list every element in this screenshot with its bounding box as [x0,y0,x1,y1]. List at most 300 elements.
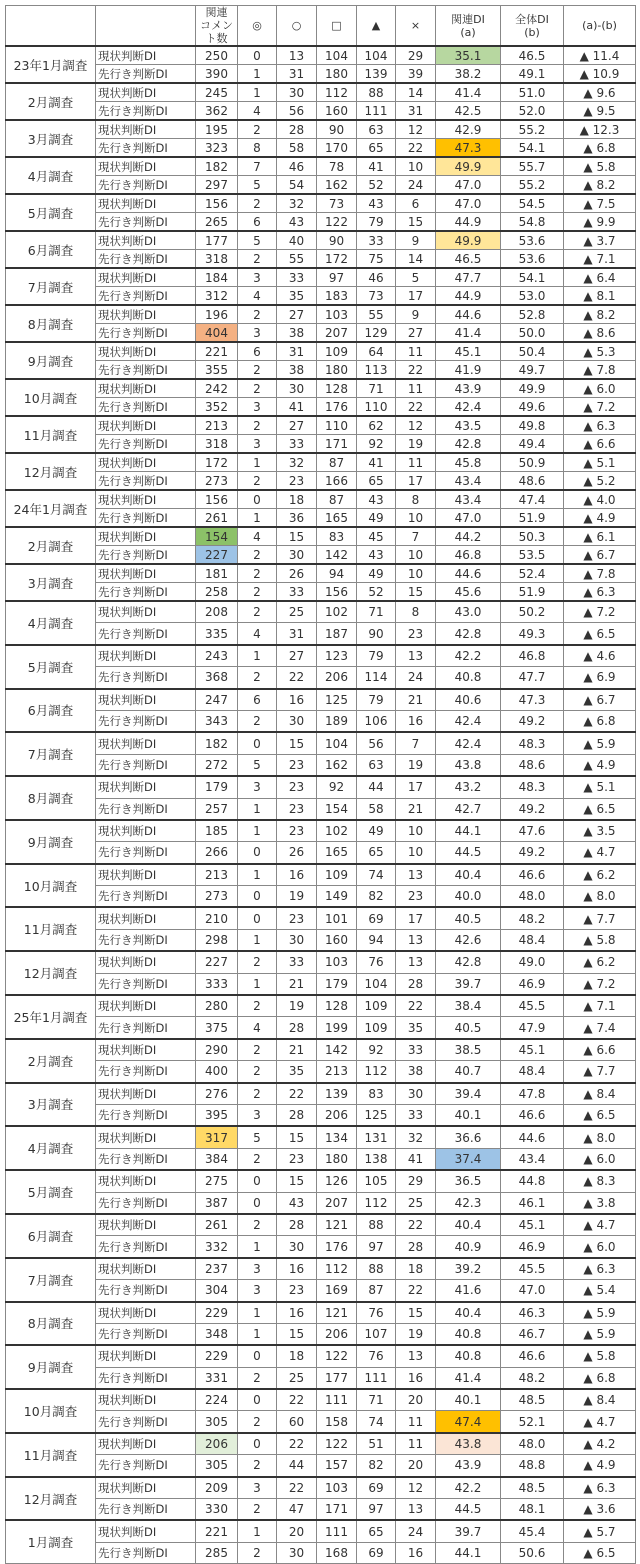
triangle-count-cell: 74 [357,1411,396,1433]
double-circle-count-cell: 5 [238,1126,277,1148]
double-circle-count-cell: 4 [238,287,277,306]
double-circle-count-cell: 1 [238,1302,277,1324]
cross-count-cell: 33 [396,1104,436,1126]
overall-di-cell: 54.5 [501,194,564,213]
comment-count-cell: 318 [196,435,238,454]
cross-count-cell: 23 [396,886,436,908]
overall-di-cell: 46.8 [501,645,564,667]
related-di-cell: 44.5 [436,1499,501,1521]
related-di-cell: 49.9 [436,231,501,250]
cross-count-cell: 11 [396,342,436,361]
overall-di-cell: 53.0 [501,287,564,306]
overall-di-cell: 48.6 [501,472,564,491]
double-circle-count-cell: 0 [238,842,277,864]
triangle-count-cell: 107 [357,1323,396,1345]
table-row [6,667,636,689]
related-di-cell: 47.0 [436,509,501,528]
cross-count-cell: 33 [396,1039,436,1061]
di-difference-cell: ▲ 4.7 [564,1214,636,1236]
cross-count-cell: 12 [396,416,436,435]
table-row [6,951,636,973]
double-circle-count-cell: 1 [238,65,277,84]
overall-di-cell: 48.6 [501,754,564,776]
cross-count-cell: 12 [396,1477,436,1499]
survey-month-label: 6月調査 [6,689,96,733]
survey-month-label: 10月調査 [6,1389,96,1433]
cross-count-cell: 15 [396,1302,436,1324]
comment-count-cell: 368 [196,667,238,689]
overall-di-cell: 54.8 [501,213,564,232]
comment-count-cell: 247 [196,689,238,711]
di-difference-cell: ▲ 6.8 [564,1367,636,1389]
di-difference-cell: ▲ 5.8 [564,157,636,176]
double-circle-count-cell: 2 [238,1083,277,1105]
double-circle-count-cell: 0 [238,1389,277,1411]
di-type-label: 先行き判断DI [96,1323,196,1345]
square-count-cell: 109 [317,864,357,886]
related-di-cell: 40.5 [436,907,501,929]
comment-count-cell: 208 [196,601,238,623]
cross-count-cell: 6 [396,194,436,213]
overall-di-cell: 52.0 [501,102,564,121]
circle-count-cell: 30 [277,710,317,732]
cross-count-cell: 24 [396,1520,436,1542]
survey-month-label: 8月調査 [6,305,96,342]
overall-di-cell: 50.2 [501,601,564,623]
comment-count-cell: 266 [196,842,238,864]
square-count-cell: 172 [317,250,357,269]
circle-count-cell: 28 [277,1214,317,1236]
overall-di-cell: 55.2 [501,120,564,139]
di-difference-cell: ▲ 12.3 [564,120,636,139]
square-count-cell: 171 [317,1499,357,1521]
overall-di-cell: 47.3 [501,689,564,711]
overall-di-cell: 50.6 [501,1542,564,1563]
table-row [6,1477,636,1499]
header-comment-count: 関連 コメント数 [196,6,238,47]
di-type-label: 現状判断DI [96,1389,196,1411]
comment-count-cell: 387 [196,1192,238,1214]
overall-di-cell: 49.2 [501,842,564,864]
related-di-cell: 40.8 [436,1345,501,1367]
double-circle-count-cell: 4 [238,1017,277,1039]
cross-count-cell: 22 [396,1280,436,1302]
di-difference-cell: ▲ 6.8 [564,710,636,732]
table-row [6,864,636,886]
circle-count-cell: 40 [277,231,317,250]
double-circle-count-cell: 0 [238,490,277,509]
table-row [6,1039,636,1061]
di-type-label: 先行き判断DI [96,886,196,908]
circle-count-cell: 21 [277,1039,317,1061]
circle-count-cell: 19 [277,995,317,1017]
cross-count-cell: 21 [396,689,436,711]
double-circle-count-cell: 2 [238,995,277,1017]
cross-count-cell: 32 [396,1126,436,1148]
square-count-cell: 213 [317,1061,357,1083]
table-row [6,324,636,343]
table-row [6,1104,636,1126]
double-circle-count-cell: 2 [238,1367,277,1389]
di-type-label: 先行き判断DI [96,361,196,380]
table-row [6,176,636,195]
circle-count-cell: 23 [277,472,317,491]
circle-count-cell: 22 [277,1389,317,1411]
comment-count-cell: 261 [196,509,238,528]
overall-di-cell: 47.0 [501,1280,564,1302]
triangle-count-cell: 94 [357,929,396,951]
cross-count-cell: 29 [396,46,436,65]
overall-di-cell: 43.4 [501,1148,564,1170]
di-type-label: 先行き判断DI [96,583,196,602]
di-type-label: 先行き判断DI [96,1061,196,1083]
circle-count-cell: 43 [277,213,317,232]
comment-count-cell: 304 [196,1280,238,1302]
di-difference-cell: ▲ 7.4 [564,1017,636,1039]
circle-count-cell: 23 [277,1148,317,1170]
di-difference-cell: ▲ 7.2 [564,973,636,995]
circle-count-cell: 33 [277,951,317,973]
di-difference-cell: ▲ 4.9 [564,509,636,528]
di-type-label: 先行き判断DI [96,623,196,645]
triangle-count-cell: 113 [357,361,396,380]
cross-count-cell: 10 [396,546,436,565]
circle-count-cell: 33 [277,583,317,602]
overall-di-cell: 47.7 [501,667,564,689]
di-difference-cell: ▲ 5.2 [564,472,636,491]
triangle-count-cell: 75 [357,250,396,269]
comment-count-cell: 280 [196,995,238,1017]
di-difference-cell: ▲ 3.8 [564,1192,636,1214]
related-di-cell: 43.8 [436,754,501,776]
di-type-label: 先行き判断DI [96,1455,196,1477]
double-circle-count-cell: 1 [238,83,277,102]
comment-count-cell: 229 [196,1345,238,1367]
di-difference-cell: ▲ 6.5 [564,798,636,820]
related-di-cell: 41.4 [436,1367,501,1389]
di-difference-cell: ▲ 7.7 [564,907,636,929]
double-circle-count-cell: 0 [238,1170,277,1192]
triangle-count-cell: 104 [357,46,396,65]
triangle-count-cell: 65 [357,472,396,491]
related-di-cell: 42.8 [436,623,501,645]
survey-month-label: 3月調査 [6,564,96,601]
square-count-cell: 87 [317,490,357,509]
square-count-cell: 168 [317,1542,357,1563]
circle-count-cell: 23 [277,907,317,929]
circle-count-cell: 15 [277,1126,317,1148]
related-di-cell: 40.9 [436,1236,501,1258]
di-type-label: 先行き判断DI [96,435,196,454]
header-square: □ [317,6,357,47]
circle-count-cell: 38 [277,324,317,343]
overall-di-cell: 48.5 [501,1389,564,1411]
di-difference-cell: ▲ 4.7 [564,842,636,864]
di-difference-cell: ▲ 7.2 [564,601,636,623]
double-circle-count-cell: 3 [238,1477,277,1499]
related-di-cell: 40.8 [436,667,501,689]
related-di-cell: 44.1 [436,1542,501,1563]
circle-count-cell: 31 [277,65,317,84]
double-circle-count-cell: 0 [238,732,277,754]
square-count-cell: 112 [317,1258,357,1280]
di-type-label: 現状判断DI [96,527,196,546]
header-overall-di: 全体DI (b) [501,6,564,47]
circle-count-cell: 26 [277,564,317,583]
cross-count-cell: 20 [396,1389,436,1411]
overall-di-cell: 49.6 [501,398,564,417]
survey-month-label: 4月調査 [6,601,96,645]
circle-count-cell: 15 [277,1323,317,1345]
cross-count-cell: 35 [396,1017,436,1039]
triangle-count-cell: 104 [357,973,396,995]
cross-count-cell: 11 [396,1411,436,1433]
triangle-count-cell: 73 [357,287,396,306]
cross-count-cell: 22 [396,1214,436,1236]
square-count-cell: 83 [317,527,357,546]
comment-count-cell: 390 [196,65,238,84]
di-type-label: 先行き判断DI [96,1499,196,1521]
survey-month-label: 8月調査 [6,1302,96,1346]
related-di-cell: 40.7 [436,1061,501,1083]
triangle-count-cell: 88 [357,1214,396,1236]
overall-di-cell: 48.0 [501,886,564,908]
di-difference-cell: ▲ 4.6 [564,645,636,667]
di-type-label: 現状判断DI [96,564,196,583]
di-difference-cell: ▲ 6.5 [564,1104,636,1126]
comment-count-cell: 182 [196,732,238,754]
comment-count-cell: 355 [196,361,238,380]
square-count-cell: 121 [317,1214,357,1236]
circle-count-cell: 54 [277,176,317,195]
table-row [6,754,636,776]
di-type-label: 先行き判断DI [96,65,196,84]
di-difference-cell: ▲ 5.9 [564,1323,636,1345]
related-di-cell: 41.4 [436,83,501,102]
table-row [6,1170,636,1192]
overall-di-cell: 49.2 [501,710,564,732]
overall-di-cell: 48.4 [501,1061,564,1083]
comment-count-cell: 250 [196,46,238,65]
survey-month-label: 5月調査 [6,645,96,689]
triangle-count-cell: 43 [357,490,396,509]
table-row [6,213,636,232]
triangle-count-cell: 51 [357,1433,396,1455]
di-difference-cell: ▲ 3.7 [564,231,636,250]
cross-count-cell: 19 [396,754,436,776]
di-type-label: 現状判断DI [96,490,196,509]
di-type-label: 現状判断DI [96,231,196,250]
survey-month-label: 25年1月調査 [6,995,96,1039]
square-count-cell: 102 [317,820,357,842]
related-di-cell: 42.3 [436,1192,501,1214]
table-row [6,157,636,176]
overall-di-cell: 49.7 [501,361,564,380]
circle-count-cell: 30 [277,379,317,398]
di-type-label: 現状判断DI [96,1083,196,1105]
double-circle-count-cell: 2 [238,710,277,732]
di-type-label: 先行き判断DI [96,176,196,195]
triangle-count-cell: 97 [357,1236,396,1258]
cross-count-cell: 17 [396,907,436,929]
overall-di-cell: 46.9 [501,1236,564,1258]
table-row [6,1367,636,1389]
square-count-cell: 165 [317,509,357,528]
di-type-label: 現状判断DI [96,453,196,472]
overall-di-cell: 50.3 [501,527,564,546]
di-difference-cell: ▲ 9.9 [564,213,636,232]
circle-count-cell: 46 [277,157,317,176]
table-row [6,342,636,361]
circle-count-cell: 16 [277,689,317,711]
overall-di-cell: 49.4 [501,435,564,454]
cross-count-cell: 22 [396,995,436,1017]
comment-count-cell: 265 [196,213,238,232]
comment-count-cell: 206 [196,1433,238,1455]
circle-count-cell: 36 [277,509,317,528]
cross-count-cell: 15 [396,213,436,232]
overall-di-cell: 46.3 [501,1302,564,1324]
related-di-cell: 38.4 [436,995,501,1017]
di-type-label: 現状判断DI [96,1302,196,1324]
di-type-label: 先行き判断DI [96,710,196,732]
overall-di-cell: 45.5 [501,995,564,1017]
circle-count-cell: 55 [277,250,317,269]
square-count-cell: 180 [317,1148,357,1170]
di-type-label: 先行き判断DI [96,667,196,689]
overall-di-cell: 48.4 [501,929,564,951]
comment-count-cell: 196 [196,305,238,324]
table-row [6,546,636,565]
di-type-label: 先行き判断DI [96,398,196,417]
circle-count-cell: 15 [277,527,317,546]
cross-count-cell: 24 [396,667,436,689]
comment-count-cell: 213 [196,416,238,435]
di-type-label: 現状判断DI [96,995,196,1017]
triangle-count-cell: 69 [357,907,396,929]
table-row [6,416,636,435]
table-row [6,645,636,667]
di-type-label: 現状判断DI [96,1170,196,1192]
comment-count-cell: 242 [196,379,238,398]
survey-month-label: 24年1月調査 [6,490,96,527]
square-count-cell: 123 [317,645,357,667]
triangle-count-cell: 49 [357,820,396,842]
square-count-cell: 94 [317,564,357,583]
double-circle-count-cell: 2 [238,120,277,139]
di-difference-cell: ▲ 6.3 [564,1477,636,1499]
overall-di-cell: 46.7 [501,1323,564,1345]
double-circle-count-cell: 3 [238,776,277,798]
di-difference-cell: ▲ 7.1 [564,995,636,1017]
square-count-cell: 165 [317,842,357,864]
survey-month-label: 4月調査 [6,1126,96,1170]
circle-count-cell: 16 [277,1302,317,1324]
cross-count-cell: 11 [396,379,436,398]
related-di-cell: 41.6 [436,1280,501,1302]
comment-count-cell: 331 [196,1367,238,1389]
square-count-cell: 122 [317,1433,357,1455]
di-difference-cell: ▲ 7.5 [564,194,636,213]
triangle-count-cell: 46 [357,268,396,287]
related-di-cell: 38.2 [436,65,501,84]
table-row [6,120,636,139]
triangle-count-cell: 63 [357,754,396,776]
overall-di-cell: 55.7 [501,157,564,176]
di-type-label: 現状判断DI [96,1258,196,1280]
di-type-label: 現状判断DI [96,342,196,361]
triangle-count-cell: 111 [357,1367,396,1389]
cross-count-cell: 10 [396,509,436,528]
related-di-cell: 42.9 [436,120,501,139]
related-di-cell: 35.1 [436,46,501,65]
table-row [6,1542,636,1563]
circle-count-cell: 16 [277,864,317,886]
circle-count-cell: 31 [277,342,317,361]
cross-count-cell: 23 [396,623,436,645]
table-row [6,798,636,820]
square-count-cell: 160 [317,102,357,121]
circle-count-cell: 18 [277,490,317,509]
header-row [6,6,636,47]
circle-count-cell: 20 [277,1520,317,1542]
double-circle-count-cell: 3 [238,1258,277,1280]
survey-month-label: 23年1月調査 [6,46,96,83]
related-di-cell: 40.4 [436,1302,501,1324]
header-related-di: 関連DI (a) [436,6,501,47]
survey-month-label: 10月調査 [6,379,96,416]
double-circle-count-cell: 1 [238,1236,277,1258]
di-type-label: 現状判断DI [96,120,196,139]
di-difference-cell: ▲ 8.6 [564,324,636,343]
comment-count-cell: 213 [196,864,238,886]
related-di-cell: 42.2 [436,645,501,667]
square-count-cell: 176 [317,398,357,417]
double-circle-count-cell: 0 [238,886,277,908]
circle-count-cell: 21 [277,973,317,995]
di-difference-cell: ▲ 8.1 [564,287,636,306]
overall-di-cell: 46.6 [501,1104,564,1126]
double-circle-count-cell: 2 [238,1411,277,1433]
double-circle-count-cell: 0 [238,1345,277,1367]
comment-count-cell: 348 [196,1323,238,1345]
table-row [6,1236,636,1258]
triangle-count-cell: 71 [357,379,396,398]
triangle-count-cell: 129 [357,324,396,343]
cross-count-cell: 12 [396,120,436,139]
comment-count-cell: 243 [196,645,238,667]
square-count-cell: 112 [317,83,357,102]
overall-di-cell: 53.6 [501,250,564,269]
di-type-label: 現状判断DI [96,194,196,213]
comment-count-cell: 261 [196,1214,238,1236]
circle-count-cell: 30 [277,929,317,951]
overall-di-cell: 49.3 [501,623,564,645]
related-di-cell: 47.0 [436,176,501,195]
overall-di-cell: 44.6 [501,1126,564,1148]
di-type-label: 先行き判断DI [96,842,196,864]
square-count-cell: 103 [317,1477,357,1499]
di-difference-cell: ▲ 6.3 [564,416,636,435]
cross-count-cell: 18 [396,1258,436,1280]
table-row [6,361,636,380]
table-row [6,1258,636,1280]
overall-di-cell: 48.2 [501,907,564,929]
double-circle-count-cell: 3 [238,268,277,287]
comment-count-cell: 352 [196,398,238,417]
related-di-cell: 46.5 [436,250,501,269]
di-difference-cell: ▲ 5.9 [564,732,636,754]
